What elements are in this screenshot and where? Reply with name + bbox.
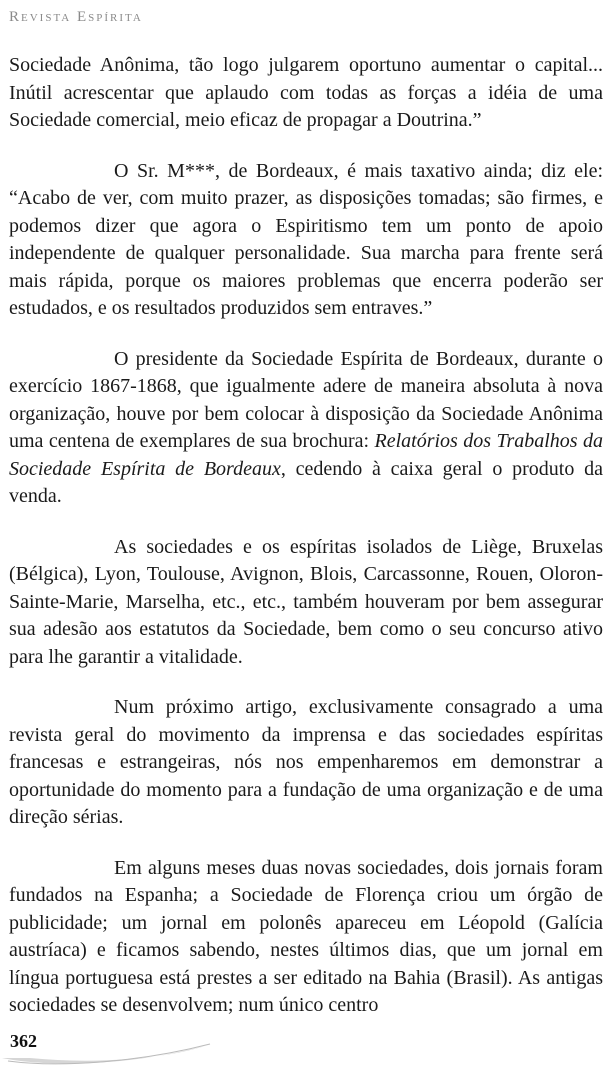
paragraph-3-text-before: O presidente da Sociedade Espírita de Bordeaux, durante o exercício 1867-1868, que igualmente adere de maneira absoluta à nova organização, houve por bem colocar à disposição da Sociedade Anônima uma centena de exemplares de sua brochura: [9, 347, 603, 452]
paragraph-6: Em alguns meses duas novas sociedades, dois jornais foram fundados na Espanha; a Sociedade de Florença criou um órgão de publicidade; um jornal em polonês apareceu em Léopold (Galícia austríaca) e ficamos sabendo, nestes últimos dias, que um jornal em língua portuguesa está prestes a ser editado na Bahia (Brasil). As antigas sociedades se desenvolvem; num único centro [9, 856, 603, 1016]
paragraph-5: Num próximo artigo, exclusivamente consagrado a uma revista geral do movimento da imprensa e das sociedades espíritas francesas e estrangeiras, nós nos empenharemos em demonstrar a oportunidade do momento para a fundação de uma organização e de uma direção sérias. [9, 696, 603, 828]
page-number: 362 [10, 1031, 37, 1051]
page-body [9, 52, 603, 1043]
brochure-title: Relatórios dos Trabalhos da Sociedade Espírita de Bordeaux [9, 430, 603, 480]
paragraph-3 [9, 346, 603, 511]
paragraph-4: As sociedades e os espíritas isolados de Liège, Bruxelas (Bélgica), Lyon, Toulouse, Avignon, Blois, Carcassonne, Rouen, Oloron-Sainte-Marie, Marselha, etc., etc., também houveram por bem assegurar sua adesão aos estatutos da Sociedade, bem como o seu concurso ativo para lhe garantir a vitalidade. [9, 535, 603, 668]
paragraph-1: Sociedade Anônima, tão logo julgarem oportuno aumentar o capital... Inútil acrescentar que aplaudo com todas as forças a idéia de uma Sociedade comercial, meio eficaz de propagar a Doutrina.” [9, 54, 603, 131]
paragraph-3-text-after: , cedendo à caixa geral o produto da venda. [9, 457, 603, 507]
paragraph-2: O Sr. M***, de Bordeaux, é mais taxativo ainda; diz ele: “Acabo de ver, com muito prazer, as disposições tomadas; são firmes, e podemos dizer que agora o Espiritismo tem um ponto de apoio independente de qualquer personalidade. Sua marcha para frente será mais rápida, porque os maiores problemas que encerra poderão ser estudados, e os resultados produzidos sem entraves.” [9, 159, 603, 319]
running-header: Revista Espírita [9, 9, 143, 25]
